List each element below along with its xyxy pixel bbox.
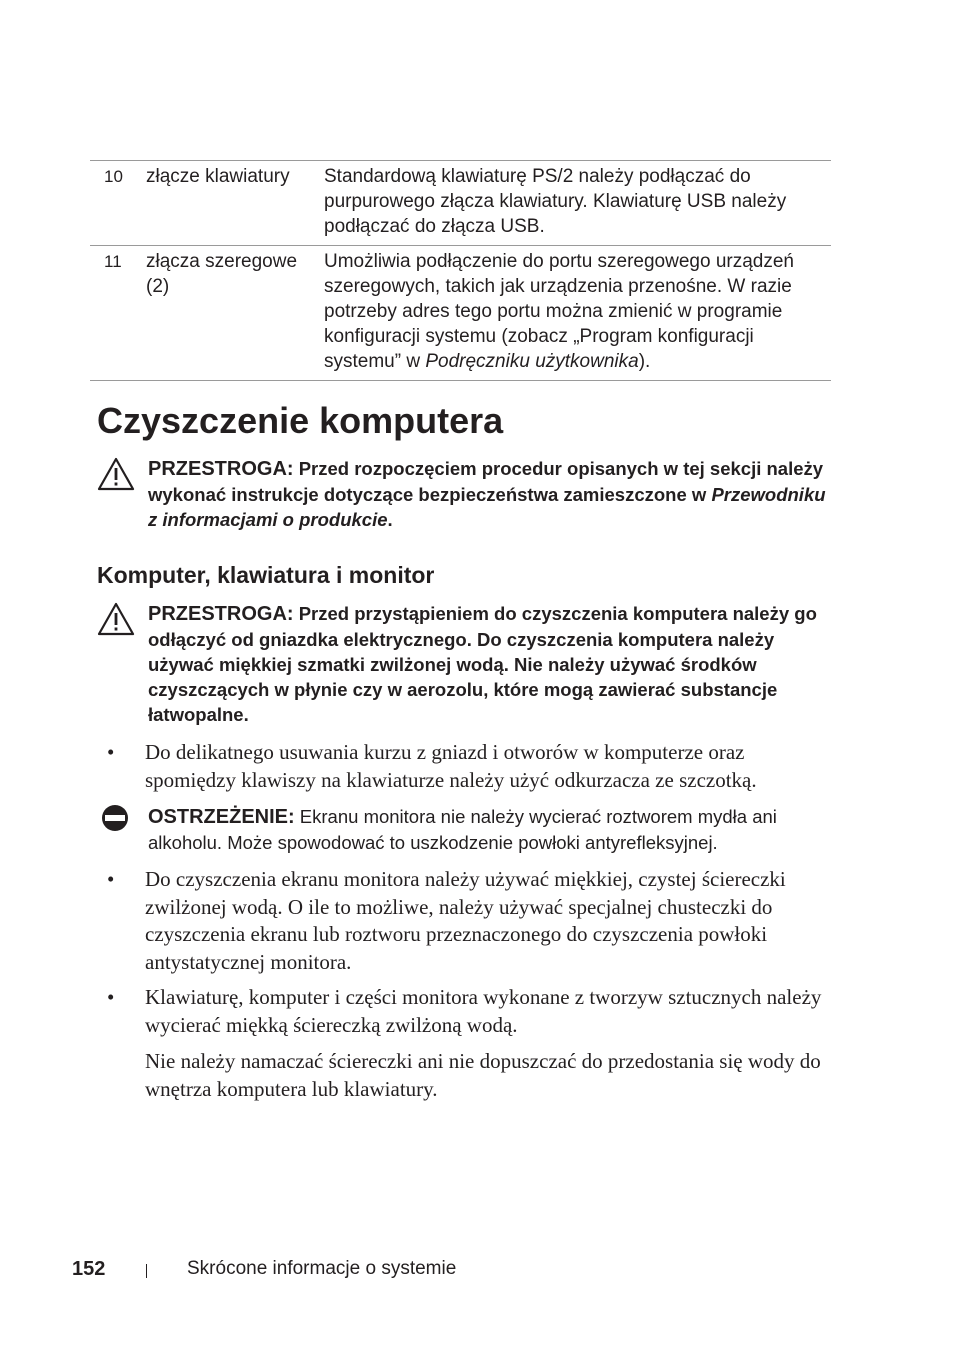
page-footer	[72, 1256, 457, 1283]
spec-table	[90, 160, 831, 381]
section-heading: Czyszczenie komputera	[97, 400, 504, 441]
table-row	[90, 245, 831, 381]
notice-label: PRZESTROGA:	[148, 603, 294, 625]
warning-triangle-icon	[97, 456, 135, 492]
bullet-marker: •	[107, 740, 115, 764]
notice-label: OSTRZEŻENIE:	[148, 806, 295, 828]
row-name: złącze klawiatury	[146, 166, 290, 187]
row-description-end: ).	[638, 351, 651, 372]
list-item	[107, 984, 827, 1039]
row-number: 11	[104, 252, 122, 271]
bullet-marker: •	[107, 867, 115, 891]
caution-notice	[97, 456, 827, 532]
notice-text: Przed przystąpieniem do czyszczenia komputera należy go odłączyć od gniazdka elektrycznego. Do czyszczenia komputera należy używać miękkiej szmatki zwilżonej wodą. Nie należy używać środków czyszczących w płynie czy w aerozolu, które mogą zawierać substancje łatwopalne.	[148, 603, 817, 725]
list-item	[107, 739, 827, 794]
list-item	[107, 866, 827, 976]
notice-text-end: .	[387, 509, 393, 530]
body-paragraph: Nie należy namaczać ściereczki ani nie dopuszczać do przedostania się wody do wnętrza komputera lub klawiatury.	[145, 1049, 821, 1101]
row-description: Standardową klawiaturę PS/2 należy podłączać do purpurowego złącza klawiatury. Klawiaturę USB należy podłączać do złącza USB.	[324, 166, 787, 237]
notice-text: Ekranu monitora nie należy wycierać roztworem mydła ani alkoholu. Może spowodować to uszkodzenie powłoki antyrefleksyjnej.	[148, 806, 777, 853]
caution-notice	[97, 601, 827, 727]
list-item-text: Do czyszczenia ekranu monitora należy używać miękkiej, czystej ściereczki zwilżonej wodą. O ile to możliwe, należy używać specjalnej chusteczki do czyszczenia ekranu lub roztworu przeznaczonego do czyszczenia powłoki antystatycznej monitora.	[145, 867, 786, 974]
footer-separator	[146, 1264, 147, 1278]
warning-triangle-icon	[97, 601, 135, 637]
notice-label: PRZESTROGA:	[148, 458, 294, 480]
warning-notice	[97, 804, 827, 855]
table-row	[90, 160, 831, 245]
subsection-heading: Komputer, klawiatura i monitor	[97, 562, 435, 588]
notice-text: Przed rozpoczęciem procedur opisanych w tej sekcji należy wykonać instrukcje dotyczące bezpieczeństwa zamieszczone w	[148, 458, 824, 505]
page-number: 152	[72, 1258, 106, 1280]
footer-section-title: Skrócone informacje o systemie	[187, 1258, 457, 1279]
bullet-marker: •	[107, 985, 115, 1009]
row-description-text: Umożliwia podłączenie do portu szeregowego urządzeń szeregowych, takich jak urządzenia przenośne. W razie potrzeby adres tego portu można zmienić w programie konfiguracji systemu (zobacz „Program konfiguracji systemu” w	[324, 251, 794, 372]
row-number: 10	[104, 167, 123, 186]
notice-italic-ref: Przewodniku z informacjami o produkcie	[148, 484, 826, 530]
row-description-italic: Podręczniku użytkownika	[425, 351, 639, 372]
row-name: złącza szeregowe (2)	[146, 251, 298, 297]
row-description	[324, 246, 830, 380]
list-item-text: Do delikatnego usuwania kurzu z gniazd i otworów w komputerze oraz spomiędzy klawiszy na klawiaturze należy użyć odkurzacza ze szczotką.	[145, 740, 757, 792]
stop-notice-icon	[97, 804, 135, 840]
list-item-text: Klawiaturę, komputer i części monitora wykonane z tworzyw sztucznych należy wycierać miękką ściereczką zwilżoną wodą.	[145, 985, 822, 1037]
